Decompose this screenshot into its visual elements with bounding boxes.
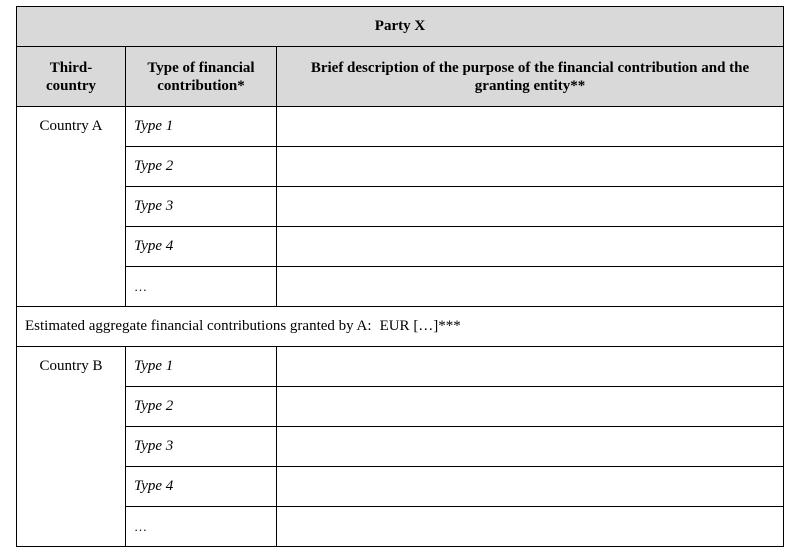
table-row (17, 387, 784, 427)
description-cell[interactable] (277, 107, 784, 147)
type-cell: Type 1 (126, 347, 277, 387)
column-header-row (17, 47, 784, 107)
table-row (17, 107, 784, 147)
party-header: Party X (17, 7, 784, 47)
type-cell: Type 1 (126, 107, 277, 147)
type-cell: Type 4 (126, 467, 277, 507)
country-a-cell: Country A (17, 107, 126, 307)
description-cell[interactable] (277, 227, 784, 267)
column-header-third-country: Third-country (17, 47, 126, 107)
financial-contributions-table (16, 6, 784, 547)
type-ellipsis-cell: … (126, 507, 277, 547)
type-cell: Type 3 (126, 427, 277, 467)
aggregate-label: Estimated aggregate financial contributions granted by A: (25, 318, 372, 334)
table-row (17, 507, 784, 547)
table-row (17, 347, 784, 387)
table-row (17, 467, 784, 507)
table-row (17, 147, 784, 187)
column-header-type: Type of financial contribution* (126, 47, 277, 107)
description-cell[interactable] (277, 267, 784, 307)
aggregate-cell (17, 307, 784, 347)
description-cell[interactable] (277, 187, 784, 227)
description-cell[interactable] (277, 347, 784, 387)
column-header-description: Brief description of the purpose of the financial contribution and the granting entity** (277, 47, 784, 107)
table-row (17, 427, 784, 467)
type-cell: Type 2 (126, 387, 277, 427)
description-cell[interactable] (277, 387, 784, 427)
description-cell[interactable] (277, 147, 784, 187)
description-cell[interactable] (277, 507, 784, 547)
aggregate-row (17, 307, 784, 347)
type-cell: Type 2 (126, 147, 277, 187)
table-row (17, 267, 784, 307)
description-cell[interactable] (277, 427, 784, 467)
aggregate-value: EUR […]*** (379, 318, 461, 334)
description-cell[interactable] (277, 467, 784, 507)
table-row (17, 227, 784, 267)
table-row (17, 187, 784, 227)
country-b-cell: Country B (17, 347, 126, 547)
type-ellipsis-cell: … (126, 267, 277, 307)
type-cell: Type 4 (126, 227, 277, 267)
type-cell: Type 3 (126, 187, 277, 227)
party-header-row (17, 7, 784, 47)
